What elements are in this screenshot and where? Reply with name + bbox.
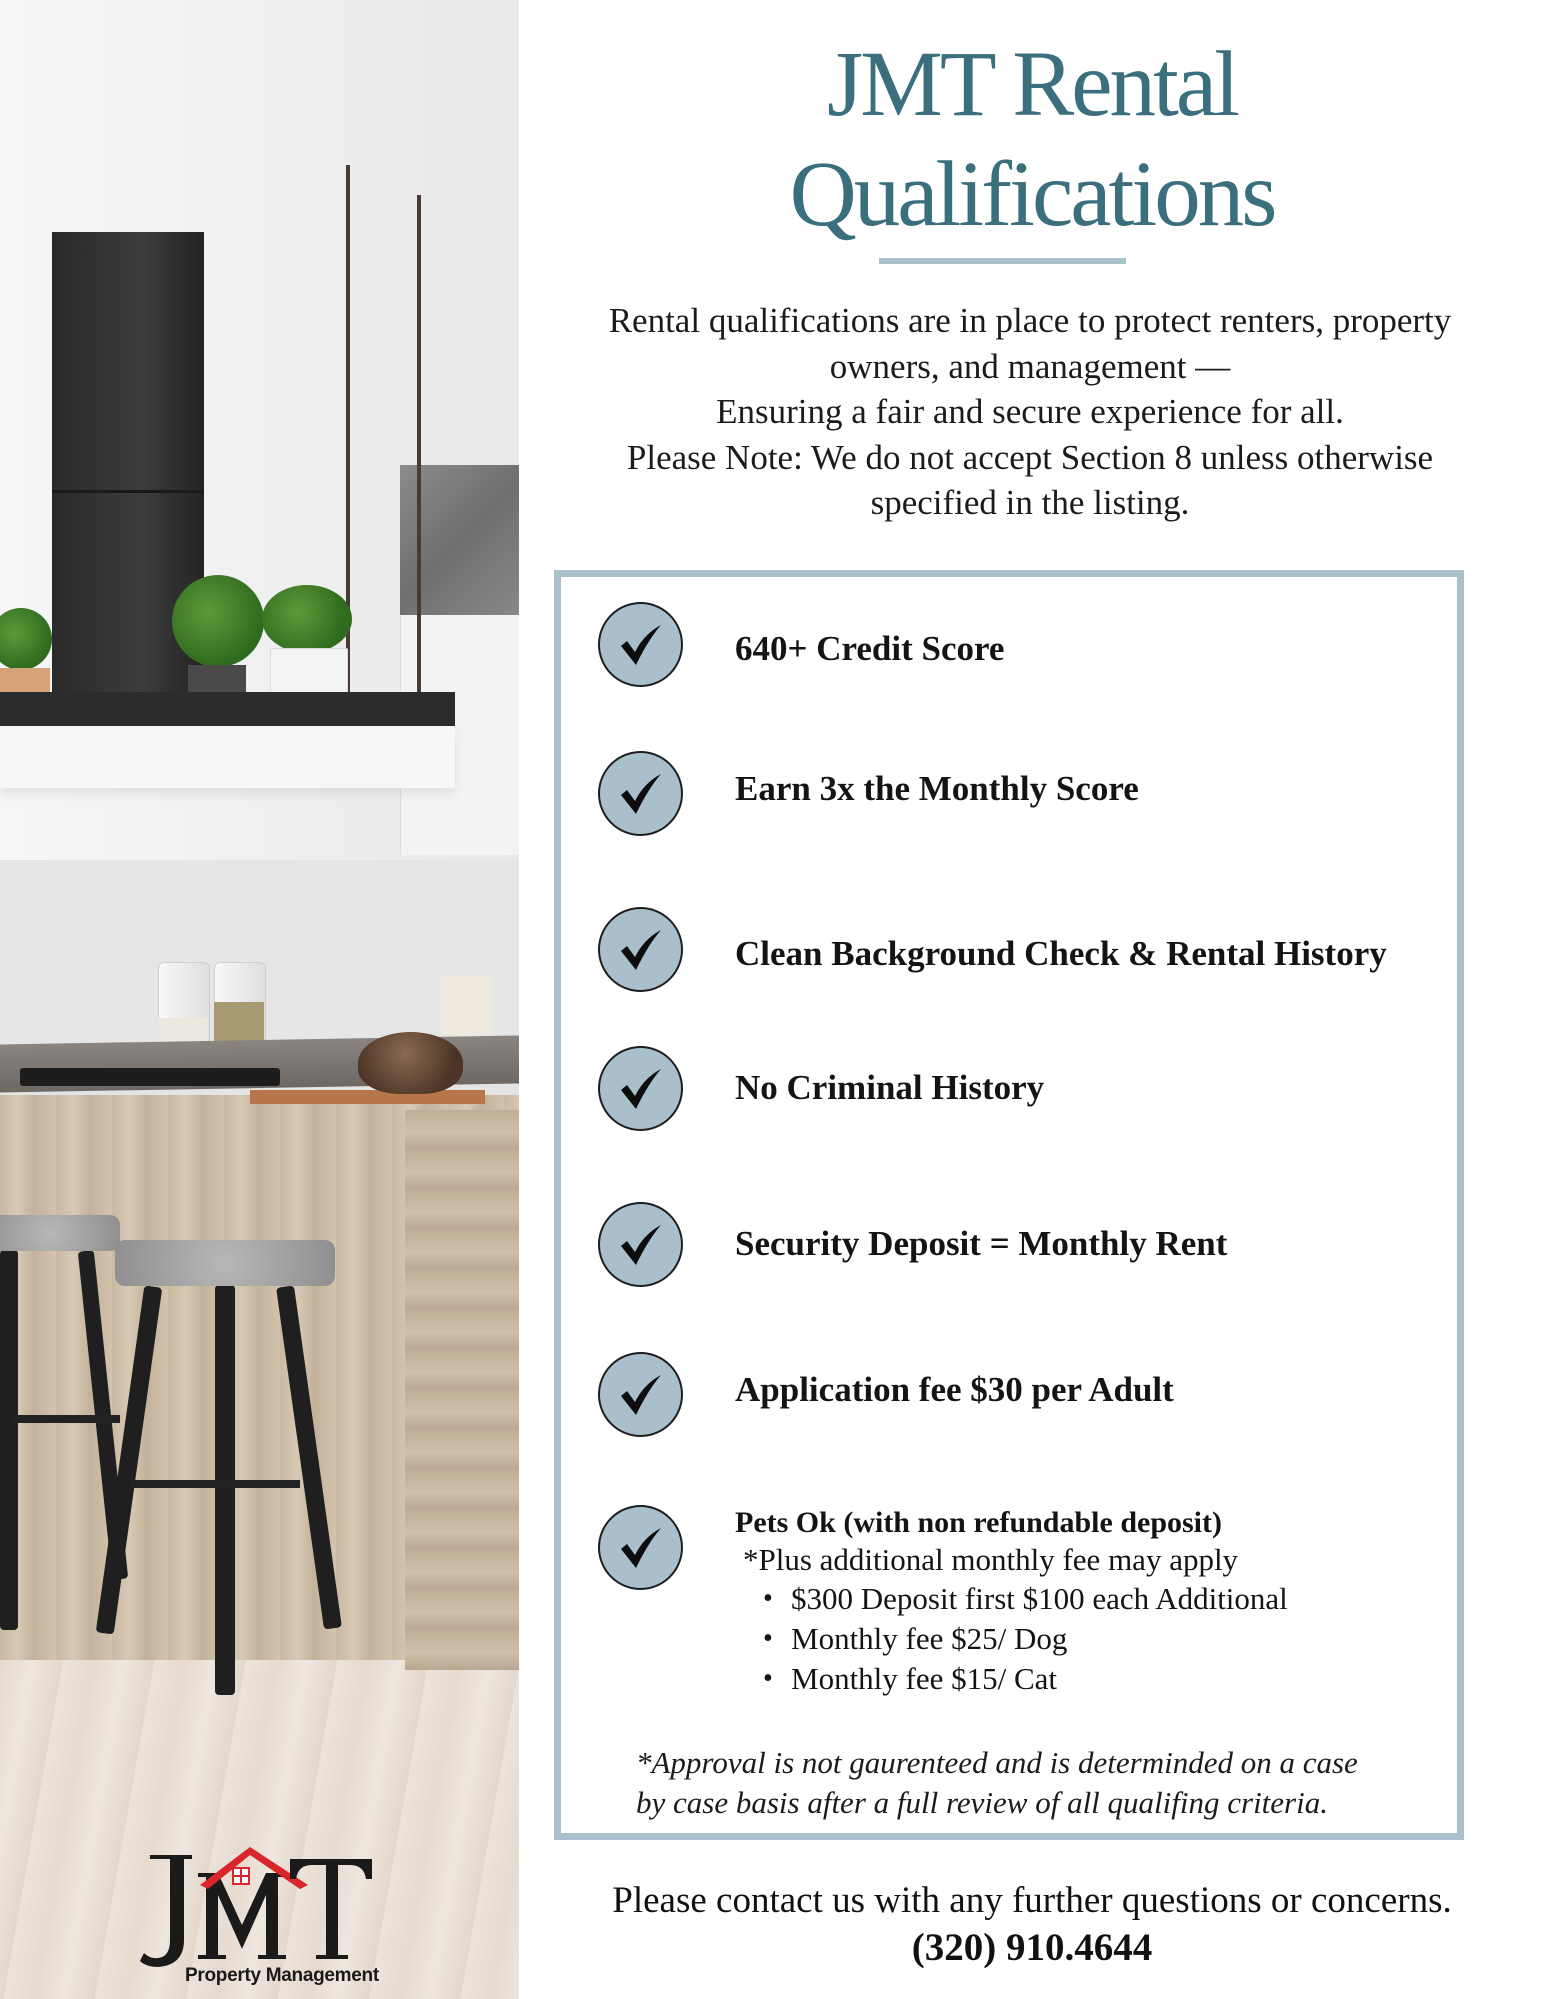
check-circle-icon bbox=[598, 1202, 683, 1287]
check-circle-icon bbox=[598, 907, 683, 992]
qualification-label: Security Deposit = Monthly Rent bbox=[735, 1224, 1228, 1263]
title-underline bbox=[879, 258, 1126, 264]
check-circle-icon bbox=[598, 1505, 683, 1590]
intro-line: Rental qualifications are in place to protect renters, property bbox=[608, 301, 1452, 340]
list-item: • $300 Deposit first $100 each Additional bbox=[791, 1579, 1288, 1619]
list-item: • Monthly fee $25/ Dog bbox=[791, 1619, 1288, 1659]
kitchen-photo bbox=[0, 0, 519, 1999]
qualification-label: Application fee $30 per Adult bbox=[735, 1370, 1174, 1409]
check-circle-icon bbox=[598, 602, 683, 687]
intro-line: specified in the listing. bbox=[870, 483, 1190, 522]
intro-line: Ensuring a fair and secure experience for all. bbox=[716, 392, 1344, 431]
qualification-label: No Criminal History bbox=[735, 1068, 1045, 1107]
check-circle-icon bbox=[598, 751, 683, 836]
check-circle-icon bbox=[598, 1046, 683, 1131]
pets-fee-list bbox=[735, 1579, 1288, 1699]
title-line-2: Qualifications bbox=[789, 143, 1275, 246]
qualification-label: Earn 3x the Monthly Score bbox=[735, 769, 1139, 808]
check-circle-icon bbox=[598, 1352, 683, 1437]
pets-title: Pets Ok (with non refundable deposit) bbox=[735, 1506, 1223, 1539]
phone-number[interactable]: (320) 910.4644 bbox=[911, 1926, 1153, 1969]
approval-disclaimer bbox=[636, 1743, 1436, 1823]
pets-note: *Plus additional monthly fee may apply bbox=[743, 1542, 1239, 1577]
list-item: • Monthly fee $15/ Cat bbox=[791, 1659, 1288, 1699]
pets-details bbox=[735, 1505, 1288, 1699]
contact-text: Please contact us with any further questions or concerns. bbox=[612, 1880, 1452, 1921]
title-line-1: JMT Rental bbox=[826, 33, 1238, 136]
qualification-label: 640+ Credit Score bbox=[735, 629, 1005, 668]
logo-subtitle: Property Management bbox=[185, 1965, 379, 1986]
page-title bbox=[519, 30, 1545, 250]
qualification-label: Clean Background Check & Rental History bbox=[735, 934, 1387, 973]
intro-line: Please Note: We do not accept Section 8 unless otherwise bbox=[626, 437, 1434, 477]
intro-paragraph bbox=[540, 298, 1520, 526]
disclaimer-line: by case basis after a full review of all qualifing criteria. bbox=[636, 1785, 1328, 1820]
disclaimer-line: *Approval is not gaurenteed and is determinded on a case bbox=[636, 1745, 1358, 1780]
jmt-logo bbox=[140, 1845, 380, 1985]
intro-line: owners, and management — bbox=[829, 346, 1231, 386]
